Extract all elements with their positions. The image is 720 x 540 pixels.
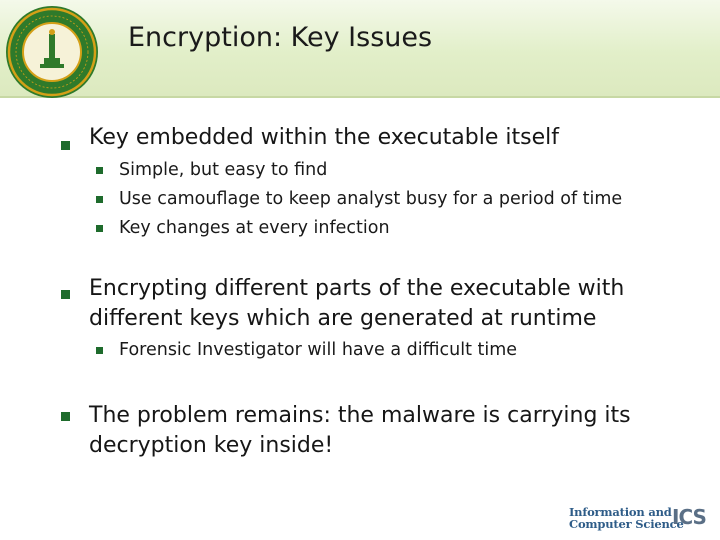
- sub-bullet-marker: [96, 347, 103, 354]
- sub-bullet-marker: [96, 225, 103, 232]
- bullet-marker: [61, 141, 70, 150]
- bullet-text-line2: different keys which are generated at runtime: [89, 306, 597, 331]
- bullet-text-line1: Encrypting different parts of the executable with: [89, 276, 625, 301]
- sub-bullet-marker: [96, 167, 103, 174]
- bullet-text-line2: decryption key inside!: [89, 433, 334, 458]
- bullet-text-line1: The problem remains: the malware is carrying its: [89, 403, 631, 428]
- bullet-marker: [61, 412, 70, 421]
- department-line1: Information and: [569, 505, 672, 519]
- bullet-text: Key embedded within the executable itself: [89, 125, 559, 150]
- slide-title: Encryption: Key Issues: [128, 22, 433, 53]
- sub-bullet-text: Forensic Investigator will have a difficult time: [119, 340, 518, 360]
- bullet-marker: [61, 290, 70, 299]
- ics-mark: ICS: [672, 505, 706, 529]
- sub-bullet-text: Key changes at every infection: [119, 218, 390, 238]
- department-name: [569, 506, 684, 530]
- sub-bullet-text: Simple, but easy to find: [119, 160, 328, 180]
- sub-bullet-text: Use camouflage to keep analyst busy for a period of time: [119, 189, 623, 209]
- department-line2: Computer Science: [569, 517, 684, 531]
- sub-bullet-marker: [96, 196, 103, 203]
